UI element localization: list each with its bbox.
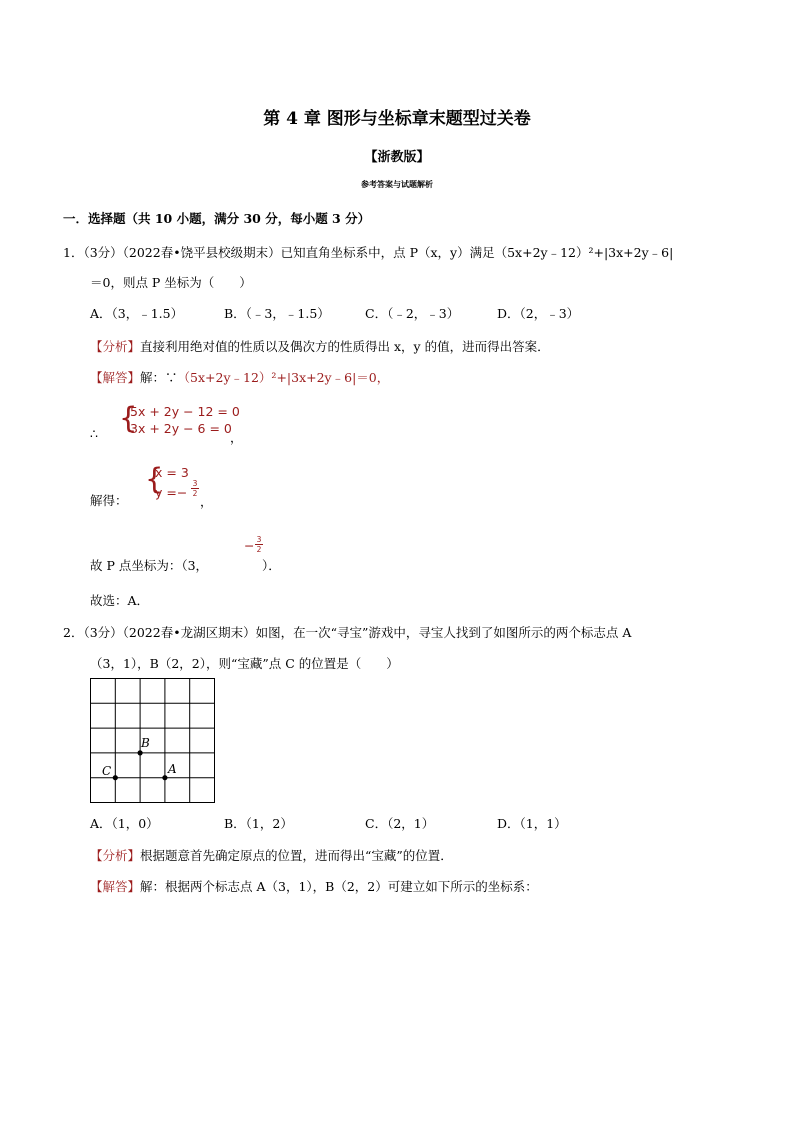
q2-option-b: B．（1，2）	[224, 816, 293, 831]
q1-answer-line	[90, 368, 389, 386]
grid-figure	[90, 678, 216, 806]
q1-analysis	[90, 337, 550, 355]
q1-option-d: D．（2，﹣3）	[497, 306, 580, 321]
subtitle: 参考答案与试题解析	[361, 179, 433, 189]
grid-border	[91, 679, 215, 803]
point-c	[113, 775, 118, 780]
q2-option-c: C．（2，1）	[365, 816, 435, 831]
fraction-denominator: 2	[192, 489, 198, 498]
solve-label: 解得：	[90, 493, 128, 508]
system1-eq2: 3x + 2y − 6 = 0	[130, 421, 232, 436]
coord-prefix: 故 P 点坐标为：（3，	[90, 558, 209, 573]
system1-eq1: 5x + 2y − 12 = 0	[130, 404, 240, 419]
analysis-text: 根据题意首先确定原点的位置，进而得出“宝藏”的位置．	[140, 848, 453, 863]
edition-label: 【浙教版】	[364, 150, 430, 165]
q1-stem-line1: 1．（3分）（2022春•饶平县校级期末）已知直角坐标系中，点 P（x，y）满足（5x+2y﹣12）²+|3x+2y﹣6|	[63, 245, 674, 260]
q2-option-d: D．（1，1）	[497, 816, 567, 831]
answer-equation: （5x+2y﹣12）²+|3x+2y﹣6|＝0，	[177, 370, 390, 385]
label-c: C	[102, 764, 112, 778]
therefore-symbol: ∴	[90, 426, 98, 441]
label-b: B	[141, 736, 150, 750]
answer-tag: 【解答】	[90, 370, 141, 385]
q2-option-a: A．（1，0）	[90, 816, 159, 831]
analysis-text: 直接利用绝对值的性质以及偶次方的性质得出 x，y 的值，进而得出答案．	[140, 339, 550, 354]
answer-tag: 【解答】	[90, 879, 141, 894]
system2-comma: ，	[200, 494, 213, 509]
coord-fraction-denominator: 2	[256, 545, 262, 554]
fraction-numerator: 3	[192, 479, 198, 488]
section-heading: 一．选择题（共 10 小题，满分 30 分，每小题 3 分）	[63, 211, 371, 226]
analysis-tag: 【分析】	[90, 339, 141, 354]
coord-neg-sign: −	[244, 538, 255, 553]
point-a	[162, 775, 167, 780]
label-a: A	[168, 762, 177, 776]
q1-option-b: B．（﹣3，﹣1.5）	[224, 306, 330, 321]
answer-text: 解：根据两个标志点 A（3，1），B（2，2）可建立如下所示的坐标系：	[140, 879, 538, 894]
system2-eq2: y =−	[155, 485, 188, 500]
answer-prefix: 解：∵	[140, 370, 178, 385]
coord-fraction-numerator: 3	[256, 535, 262, 544]
q2-stem-line1: 2．（3分）（2022春•龙湖区期末）如图，在一次“寻宝”游戏中，寻宝人找到了如图所示的两个标志点 A	[63, 625, 632, 640]
q1-stem-line2: ＝0，则点 P 坐标为（ ）	[90, 275, 252, 290]
coord-fraction	[255, 535, 263, 554]
system-brace: {	[119, 401, 138, 435]
system1-comma: ，	[230, 430, 243, 445]
page-title: 第 4 章 图形与坐标章末题型过关卷	[263, 109, 531, 129]
q1-option-a: A．（3，﹣1.5）	[90, 306, 184, 321]
coord-suffix: ）．	[262, 558, 281, 573]
q1-choice: 故选：A．	[90, 593, 150, 608]
q2-analysis	[90, 846, 453, 864]
q2-stem-line2: （3，1），B（2，2），则“宝藏”点 C 的位置是（ ）	[90, 656, 399, 671]
q2-answer	[90, 877, 538, 895]
fraction	[191, 479, 199, 498]
system2-eq1: x = 3	[155, 465, 189, 480]
q1-option-c: C．（﹣2，﹣3）	[365, 306, 460, 321]
analysis-tag: 【分析】	[90, 848, 141, 863]
point-b	[138, 750, 143, 755]
system2-brace: {	[145, 462, 164, 496]
